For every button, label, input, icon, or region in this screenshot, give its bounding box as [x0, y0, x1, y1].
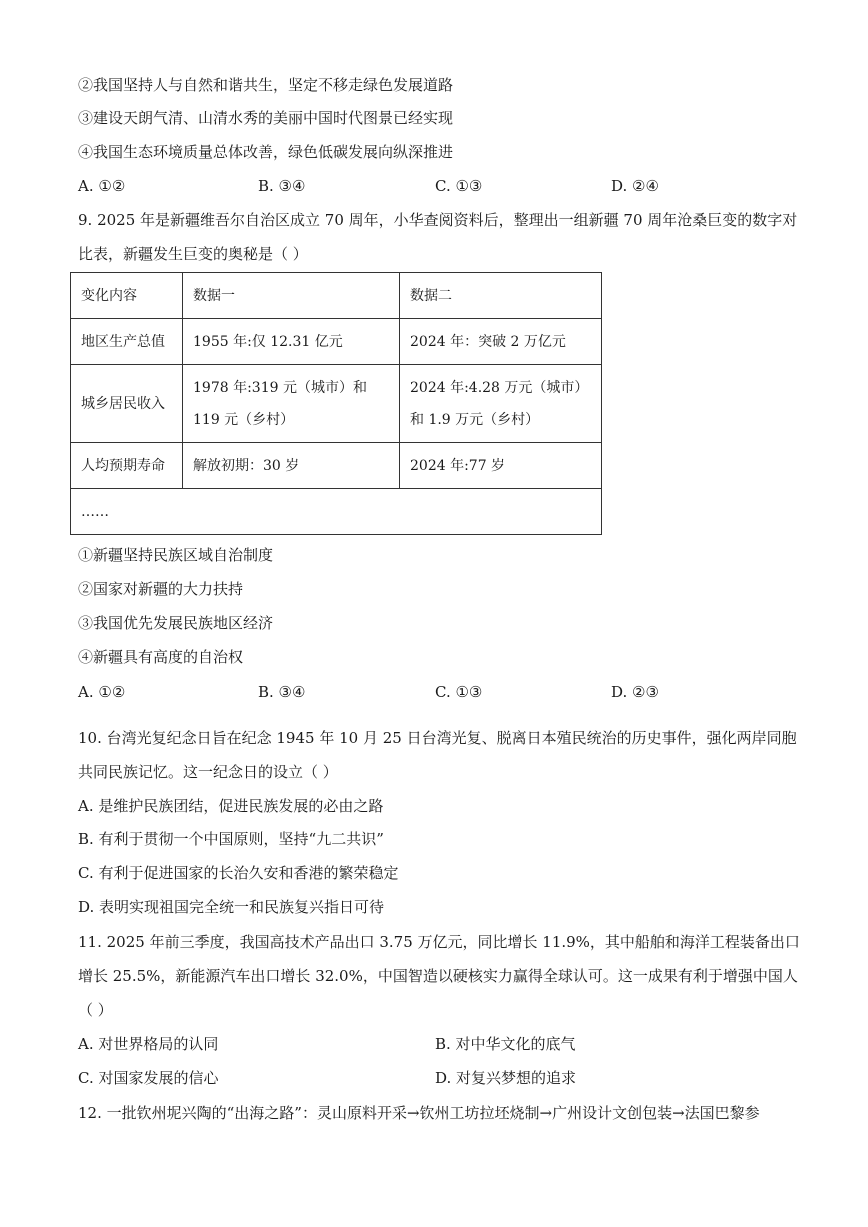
q10-option-b[interactable]: B. 有利于贯彻一个中国原则，坚持“九二共识” — [78, 830, 384, 848]
q8-option-c[interactable]: C. ①③ — [435, 177, 483, 195]
table-ellipsis-cell: …… — [71, 489, 602, 535]
table-cell: 城乡居民收入 — [71, 365, 183, 443]
q11-option-c[interactable]: C. 对国家发展的信心 — [78, 1069, 219, 1087]
table-cell: 1978 年:319 元（城市）和 119 元（乡村） — [183, 365, 400, 443]
table-header-row — [71, 273, 602, 319]
table-cell: 解放初期：30 岁 — [183, 443, 400, 489]
q8-option-a[interactable]: A. ①② — [78, 177, 126, 195]
q11-stem-line2: 增长 25.5%，新能源汽车出口增长 32.0%，中国智造以硬核实力赢得全球认可。这一成果有利于增强中国人 — [78, 967, 798, 985]
q10-stem-line1: 10. 台湾光复纪念日旨在纪念 1945 年 10 月 25 日台湾光复、脱离日本殖民统治的历史事件，强化两岸同胞 — [78, 729, 797, 747]
table-header-cell: 变化内容 — [71, 273, 183, 319]
q9-data-table — [70, 272, 602, 535]
q10-option-c[interactable]: C. 有利于促进国家的长治久安和香港的繁荣稳定 — [78, 864, 399, 882]
q9-option-a[interactable]: A. ①② — [78, 683, 126, 701]
table-row — [71, 365, 602, 443]
q9-item-4: ④新疆具有高度的自治权 — [78, 648, 244, 666]
table-cell: 人均预期寿命 — [71, 443, 183, 489]
q8-option-d[interactable]: D. ②④ — [611, 177, 659, 195]
q9-item-1: ①新疆坚持民族区域自治制度 — [78, 546, 274, 564]
q11-option-d[interactable]: D. 对复兴梦想的追求 — [435, 1069, 577, 1087]
q9-item-2: ②国家对新疆的大力扶持 — [78, 580, 244, 598]
q9-stem-line1: 9. 2025 年是新疆维吾尔自治区成立 70 周年，小华查阅资料后，整理出一组新疆 70 周年沧桑巨变的数字对 — [78, 211, 798, 229]
q9-option-d[interactable]: D. ②③ — [611, 683, 659, 701]
q12-stem-line1: 12. 一批钦州坭兴陶的“出海之路”：灵山原料开采→钦州工坊拉坯烧制→广州设计文创包装→法国巴黎参 — [78, 1104, 760, 1122]
table-header-cell: 数据一 — [183, 273, 400, 319]
q9-option-b[interactable]: B. ③④ — [258, 683, 306, 701]
q8-item-3: ③建设天朗气清、山清水秀的美丽中国时代图景已经实现 — [78, 109, 454, 127]
table-cell: 2024 年:77 岁 — [400, 443, 602, 489]
table-row — [71, 489, 602, 535]
q10-stem-line2: 共同民族记忆。这一纪念日的设立（ ） — [78, 763, 338, 781]
table-row — [71, 443, 602, 489]
q9-stem-line2: 比表，新疆发生巨变的奥秘是（ ） — [78, 245, 308, 263]
q10-option-a[interactable]: A. 是维护民族团结，促进民族发展的必由之路 — [78, 797, 384, 815]
q9-option-c[interactable]: C. ①③ — [435, 683, 483, 701]
q8-item-4: ④我国生态环境质量总体改善，绿色低碳发展向纵深推进 — [78, 143, 454, 161]
q11-option-b[interactable]: B. 对中华文化的底气 — [435, 1035, 576, 1053]
table-cell: 地区生产总值 — [71, 319, 183, 365]
q8-item-2: ②我国坚持人与自然和谐共生，坚定不移走绿色发展道路 — [78, 76, 454, 94]
q9-item-3: ③我国优先发展民族地区经济 — [78, 614, 274, 632]
table-cell: 2024 年：突破 2 万亿元 — [400, 319, 602, 365]
q11-stem-line1: 11. 2025 年前三季度，我国高技术产品出口 3.75 万亿元，同比增长 11.9%，其中船舶和海洋工程装备出口 — [78, 933, 800, 951]
q11-stem-line3: （ ） — [78, 1001, 113, 1019]
table-header-cell: 数据二 — [400, 273, 602, 319]
q11-option-a[interactable]: A. 对世界格局的认同 — [78, 1035, 219, 1053]
q8-option-b[interactable]: B. ③④ — [258, 177, 306, 195]
table-row — [71, 319, 602, 365]
table-cell: 2024 年:4.28 万元（城市）和 1.9 万元（乡村） — [400, 365, 602, 443]
table-cell: 1955 年:仅 12.31 亿元 — [183, 319, 400, 365]
q10-option-d[interactable]: D. 表明实现祖国完全统一和民族复兴指日可待 — [78, 898, 385, 916]
